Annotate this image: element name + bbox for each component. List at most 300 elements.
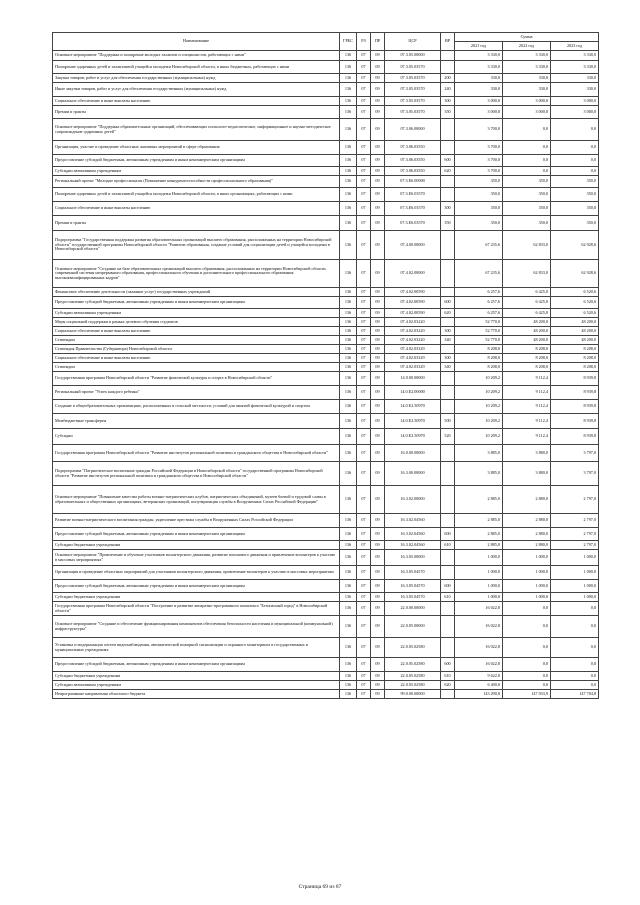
table-row [53,288,599,297]
cell-vr [441,486,455,514]
cell-name: Субсидии бюджетным учреждениям [53,593,340,602]
cell-name: Финансовое обеспечение деятельности (оказание услуг) государственных учреждений [53,288,340,297]
cell-y3: 2 797,0 [551,486,599,514]
cell-grbs: 136 [340,414,357,429]
cell-y2: 350,0 [503,188,551,202]
table-row [53,309,599,318]
cell-csr: 07.4.02.03329 [385,363,441,372]
cell-rz: 07 [357,216,371,231]
cell-pr: 09 [371,429,385,445]
table-row [53,602,599,616]
cell-y2: 2 880,0 [503,486,551,514]
cell-pr: 09 [371,106,385,119]
cell-y2: 48 200,0 [503,336,551,345]
cell-name: Субсидии бюджетным учреждениям [53,541,340,550]
cell-rz: 07 [357,602,371,616]
cell-grbs: 136 [340,297,357,309]
cell-y2: 0,0 [503,658,551,672]
budget-table [52,32,599,699]
cell-y2: 48 200,0 [503,318,551,327]
cell-grbs: 136 [340,106,357,119]
cell-pr: 09 [371,550,385,566]
cell-y3: 1 000,0 [551,566,599,580]
cell-y2: 0,0 [503,141,551,155]
header-vr: ВР [441,33,455,51]
cell-vr: 620 [441,309,455,318]
cell-pr: 09 [371,690,385,699]
cell-vr [441,550,455,566]
table-row [53,231,599,260]
cell-y1: 2 885,0 [455,528,503,541]
cell-name: Региональный проект "Молодые профессионалы (Повышение конкурентоспособности профессионального образования)" [53,176,340,188]
cell-y2: 1 000,0 [503,593,551,602]
cell-csr: 07.3.05.03570 [385,74,441,83]
cell-name: Создание в общеобразовательных организациях, расположенных в сельской местности, условий для занятий физической культурой и спортом [53,400,340,414]
cell-vr: 340 [441,363,455,372]
cell-name: Поощрение одаренных детей и талантливой учащейся молодежи Новосибирской области, в иных бюджетных, работающих с ними [53,61,340,74]
table-row [53,593,599,602]
cell-y1: 9 622,8 [455,672,503,681]
cell-pr: 09 [371,336,385,345]
cell-pr: 09 [371,288,385,297]
cell-csr: 07.4.02.03329 [385,354,441,363]
cell-vr [441,51,455,61]
cell-rz: 07 [357,429,371,445]
cell-rz: 07 [357,580,371,593]
cell-y2: 147 033,9 [503,690,551,699]
cell-csr: 07.3.E6.03570 [385,188,441,202]
cell-rz: 07 [357,672,371,681]
cell-grbs: 136 [340,681,357,690]
cell-y2: 3 880,0 [503,445,551,462]
cell-csr: 14.0.00.00000 [385,372,441,386]
table-row [53,74,599,83]
cell-pr: 09 [371,74,385,83]
cell-vr: 600 [441,528,455,541]
table-row [53,106,599,119]
cell-csr: 07.3.06.03550 [385,141,441,155]
cell-pr: 09 [371,593,385,602]
cell-vr [441,372,455,386]
cell-rz: 07 [357,616,371,638]
cell-y3: 6 520,6 [551,309,599,318]
cell-grbs: 136 [340,231,357,260]
cell-pr: 09 [371,51,385,61]
cell-y3: 8 939,8 [551,400,599,414]
cell-vr [441,602,455,616]
cell-csr: 22.0.05.02580 [385,681,441,690]
cell-name: Установка и модернизация систем видеонаблюдения, автоматической пожарной сигнализации и охранного мониторинга в государственных и муниципальных учреждениях [53,638,340,658]
table-row [53,141,599,155]
cell-name: Субсидии бюджетным учреждениям [53,672,340,681]
cell-vr: 610 [441,541,455,550]
cell-y3: 147 704,8 [551,690,599,699]
cell-vr [441,318,455,327]
cell-y3: 0,0 [551,155,599,167]
cell-vr [441,119,455,141]
cell-grbs: 136 [340,386,357,400]
cell-y2: 350,0 [503,202,551,216]
cell-y3: 48 200,0 [551,327,599,336]
cell-y3: 8 208,0 [551,363,599,372]
cell-csr: 07.4.02.00000 [385,260,441,288]
cell-rz: 07 [357,141,371,155]
cell-y2: 62 833,0 [503,260,551,288]
cell-name: Государственная программа Новосибирской области "Развитие физической культуры и спорта в Новосибирской области" [53,372,340,386]
cell-y1: 2 885,0 [455,541,503,550]
header-year-2021: 2021 год [455,42,503,51]
cell-y1: 6 257,6 [455,288,503,297]
cell-y1: 3 000,0 [455,106,503,119]
cell-pr: 09 [371,119,385,141]
cell-vr: 200 [441,74,455,83]
cell-name: Предоставление субсидий бюджетным, автономным учреждениям и иным некоммерческим организациям [53,155,340,167]
cell-y2: 0,0 [503,672,551,681]
cell-pr: 09 [371,462,385,486]
table-row [53,318,599,327]
cell-grbs: 136 [340,638,357,658]
cell-csr: 16.3.02.04560 [385,514,441,528]
cell-y1: 330,0 [455,83,503,97]
cell-vr: 610 [441,593,455,602]
cell-name: Социальное обеспечение и иные выплаты населению [53,354,340,363]
cell-y2: 8 208,0 [503,363,551,372]
cell-y2: 0,0 [503,638,551,658]
cell-vr [441,462,455,486]
cell-rz: 07 [357,106,371,119]
table-row [53,400,599,414]
cell-rz: 07 [357,345,371,354]
cell-y1: 10 209,2 [455,400,503,414]
cell-vr: 600 [441,658,455,672]
cell-csr: 22.0.05.02580 [385,672,441,681]
table-row [53,336,599,345]
cell-csr: 22.0.05.02580 [385,658,441,672]
table-row [53,61,599,74]
cell-vr [441,345,455,354]
table-row [53,658,599,672]
cell-rz: 07 [357,61,371,74]
cell-y1: 6 257,6 [455,309,503,318]
cell-y2: 3 330,0 [503,61,551,74]
cell-csr: 14.0.E2.50970 [385,429,441,445]
cell-y1: 1 000,0 [455,580,503,593]
cell-y1: 16 022,8 [455,616,503,638]
cell-name: Предоставление субсидий бюджетным, автономным учреждениям и иным некоммерческим организациям [53,658,340,672]
cell-y2: 3 880,0 [503,462,551,486]
table-row [53,541,599,550]
cell-csr: 07.3.05.00000 [385,51,441,61]
cell-y1: 16 022,8 [455,602,503,616]
cell-grbs: 136 [340,514,357,528]
cell-y1: 350,0 [455,188,503,202]
cell-y1: 3 330,0 [455,61,503,74]
cell-y3: 8 939,8 [551,372,599,386]
table-row [53,97,599,106]
cell-vr: 600 [441,580,455,593]
cell-grbs: 136 [340,61,357,74]
cell-grbs: 136 [340,188,357,202]
cell-grbs: 136 [340,445,357,462]
cell-pr: 09 [371,528,385,541]
cell-grbs: 136 [340,658,357,672]
cell-pr: 09 [371,566,385,580]
header-csr: ЦСР [385,33,441,51]
cell-vr [441,690,455,699]
cell-name: Премии и гранты [53,106,340,119]
table-row [53,681,599,690]
cell-y2: 3 000,0 [503,97,551,106]
cell-csr: 16.0.00.00000 [385,445,441,462]
cell-y3: 2 797,0 [551,541,599,550]
cell-y1: 52 770,0 [455,318,503,327]
cell-pr: 09 [371,216,385,231]
cell-y2: 9 112,4 [503,400,551,414]
cell-name: Социальное обеспечение и иные выплаты населению [53,202,340,216]
cell-y3: 2 797,0 [551,514,599,528]
cell-y1: 350,0 [455,202,503,216]
cell-pr: 09 [371,297,385,309]
cell-vr: 300 [441,97,455,106]
cell-y3: 3 000,0 [551,106,599,119]
cell-name: Основное мероприятие "Поддержка и поощрение молодых талантов и специалистов, работающих с ними" [53,51,340,61]
cell-name: Субсидии автономным учреждениям [53,167,340,176]
cell-y2: 2 880,0 [503,541,551,550]
cell-grbs: 136 [340,288,357,297]
cell-grbs: 136 [340,372,357,386]
cell-rz: 07 [357,486,371,514]
cell-y1: 1 000,0 [455,566,503,580]
cell-rz: 07 [357,97,371,106]
cell-rz: 07 [357,658,371,672]
cell-pr: 09 [371,202,385,216]
table-row [53,414,599,429]
cell-pr: 09 [371,61,385,74]
cell-name: Стипендии [53,363,340,372]
cell-csr: 16.3.02.00000 [385,486,441,514]
cell-name: Стипендии [53,336,340,345]
cell-rz: 07 [357,414,371,429]
cell-grbs: 136 [340,363,357,372]
table-row [53,216,599,231]
cell-rz: 07 [357,541,371,550]
cell-csr: 07.3.05.03570 [385,106,441,119]
cell-name: Непрограммные направления областного бюджета [53,690,340,699]
cell-y3: 330,0 [551,74,599,83]
cell-y2: 9 112,4 [503,386,551,400]
cell-csr: 07.3.E6.00000 [385,176,441,188]
cell-vr [441,514,455,528]
cell-vr [441,260,455,288]
cell-y3: 48 200,0 [551,318,599,327]
cell-y3: 2 797,0 [551,528,599,541]
cell-name: Субсидии автономным учреждениям [53,309,340,318]
cell-name: Основное мероприятие "Поддержка образовательных организаций, обеспечивающих психолого-педагогическое, информационное и научно-методическое сопровождение одаренных детей" [53,119,340,141]
cell-vr: 300 [441,327,455,336]
cell-name: Субсидии автономным учреждениям [53,681,340,690]
cell-rz: 07 [357,462,371,486]
cell-csr: 07.3.E6.03570 [385,202,441,216]
cell-name: Межбюджетные трансферты [53,414,340,429]
table-row [53,514,599,528]
cell-vr: 620 [441,681,455,690]
cell-y3: 3 797,0 [551,462,599,486]
budget-sheet [52,32,598,699]
table-row [53,638,599,658]
cell-pr: 09 [371,445,385,462]
cell-csr: 07.3.05.03570 [385,97,441,106]
cell-y3: 8 208,0 [551,345,599,354]
cell-pr: 09 [371,580,385,593]
cell-vr [441,616,455,638]
cell-y2: 2 880,0 [503,528,551,541]
cell-y1: 67 235,6 [455,231,503,260]
table-row [53,386,599,400]
cell-grbs: 136 [340,541,357,550]
cell-y3: 350,0 [551,188,599,202]
cell-y3: 8 939,8 [551,386,599,400]
header-name: Наименование [53,33,340,51]
cell-vr [441,400,455,414]
cell-grbs: 136 [340,593,357,602]
cell-y3: 0,0 [551,119,599,141]
table-row [53,429,599,445]
cell-y1: 10 209,2 [455,372,503,386]
cell-rz: 07 [357,83,371,97]
cell-y2: 330,0 [503,74,551,83]
cell-name: Подпрограмма "Патриотическое воспитание граждан Российской Федерации в Новосибирской области" государственной программы Новосибирской области "Развитие институтов региональной политики и гражданского общества в Новосибирской области" [53,462,340,486]
cell-name: Основное мероприятие "Создание и обеспечение функционирования компонентов обеспечения безопасности населения и муниципальной (коммунальной) инфраструктуры" [53,616,340,638]
cell-y2: 350,0 [503,216,551,231]
cell-rz: 07 [357,202,371,216]
cell-vr: 300 [441,354,455,363]
cell-pr: 09 [371,176,385,188]
cell-y3: 0,0 [551,616,599,638]
cell-rz: 07 [357,445,371,462]
cell-y2: 8 208,0 [503,345,551,354]
table-row [53,363,599,372]
cell-y1: 330,0 [455,74,503,83]
table-row [53,345,599,354]
cell-y2: 2 880,0 [503,514,551,528]
cell-y1: 2 885,0 [455,486,503,514]
cell-y1: 10 209,2 [455,429,503,445]
cell-rz: 07 [357,363,371,372]
cell-rz: 07 [357,188,371,202]
cell-rz: 07 [357,593,371,602]
cell-pr: 09 [371,83,385,97]
cell-grbs: 136 [340,528,357,541]
cell-grbs: 136 [340,119,357,141]
cell-vr [441,386,455,400]
cell-y3: 0,0 [551,141,599,155]
cell-vr: 610 [441,672,455,681]
cell-grbs: 136 [340,429,357,445]
cell-grbs: 136 [340,336,357,345]
cell-vr: 520 [441,429,455,445]
cell-vr [441,176,455,188]
cell-grbs: 136 [340,260,357,288]
cell-name: Социальное обеспечение и иные выплаты населению [53,97,340,106]
cell-name: Организация, участие и проведение областных значимых мероприятий в сфере образования [53,141,340,155]
cell-grbs: 136 [340,462,357,486]
cell-rz: 07 [357,372,371,386]
cell-rz: 07 [357,167,371,176]
cell-pr: 09 [371,345,385,354]
cell-y2: 1 000,0 [503,566,551,580]
cell-y3: 0,0 [551,681,599,690]
cell-y1: 6 400,0 [455,681,503,690]
cell-csr: 16.3.02.04560 [385,528,441,541]
cell-grbs: 136 [340,354,357,363]
table-row [53,690,599,699]
cell-rz: 07 [357,318,371,327]
cell-csr: 14.0.E2.50970 [385,414,441,429]
cell-y3: 1 000,0 [551,593,599,602]
cell-grbs: 136 [340,616,357,638]
cell-y3: 350,0 [551,176,599,188]
cell-y1: 1 000,0 [455,593,503,602]
table-row [53,354,599,363]
cell-grbs: 136 [340,97,357,106]
cell-csr: 14.0.E2.50970 [385,400,441,414]
cell-pr: 09 [371,386,385,400]
cell-y1: 67 235,6 [455,260,503,288]
cell-name: Меры социальной поддержки в рамках целевого обучения студентов [53,318,340,327]
cell-y2: 9 112,4 [503,372,551,386]
cell-y3: 0,0 [551,658,599,672]
cell-grbs: 136 [340,141,357,155]
cell-grbs: 136 [340,309,357,318]
cell-name: Основное мероприятие "Повышение качества работы военно-патриотических клубов, патриотических объединений, музеев боевой и трудовой славы в образовательных и общественных организациях, ветеранских организаций, популяризация службы в Вооруженных Силах Российской Федерации" [53,486,340,514]
cell-vr: 500 [441,414,455,429]
cell-y3: 3 330,0 [551,51,599,61]
cell-pr: 09 [371,141,385,155]
cell-name: Премии и гранты [53,216,340,231]
cell-name: Предоставление субсидий бюджетным, автономным учреждениям и иным некоммерческим организациям [53,580,340,593]
cell-y1: 3 700,0 [455,119,503,141]
cell-rz: 07 [357,690,371,699]
cell-csr: 16.3.00.00000 [385,462,441,486]
cell-rz: 07 [357,681,371,690]
cell-y2: 3 000,0 [503,106,551,119]
cell-name: Субсидии [53,429,340,445]
cell-name: Предоставление субсидий бюджетным, автономным учреждениям и иным некоммерческим организациям [53,528,340,541]
cell-y1: 10 209,2 [455,386,503,400]
cell-pr: 09 [371,231,385,260]
cell-name: Закупка товаров, работ и услуг для обеспечения государственных (муниципальных) нужд [53,74,340,83]
cell-y1: 350,0 [455,216,503,231]
cell-y2: 350,0 [503,176,551,188]
table-row [53,202,599,216]
cell-y3: 330,0 [551,83,599,97]
cell-csr: 07.3.06.03550 [385,167,441,176]
cell-y2: 6 425,0 [503,297,551,309]
cell-y2: 0,0 [503,616,551,638]
cell-pr: 09 [371,372,385,386]
cell-grbs: 136 [340,202,357,216]
cell-vr [441,61,455,74]
cell-pr: 09 [371,616,385,638]
cell-name: Региональный проект "Успех каждого ребенка" [53,386,340,400]
cell-csr: 07.3.E6.03570 [385,216,441,231]
cell-grbs: 136 [340,602,357,616]
cell-rz: 07 [357,566,371,580]
cell-rz: 07 [357,74,371,83]
cell-grbs: 136 [340,167,357,176]
cell-pr: 09 [371,541,385,550]
cell-rz: 07 [357,51,371,61]
